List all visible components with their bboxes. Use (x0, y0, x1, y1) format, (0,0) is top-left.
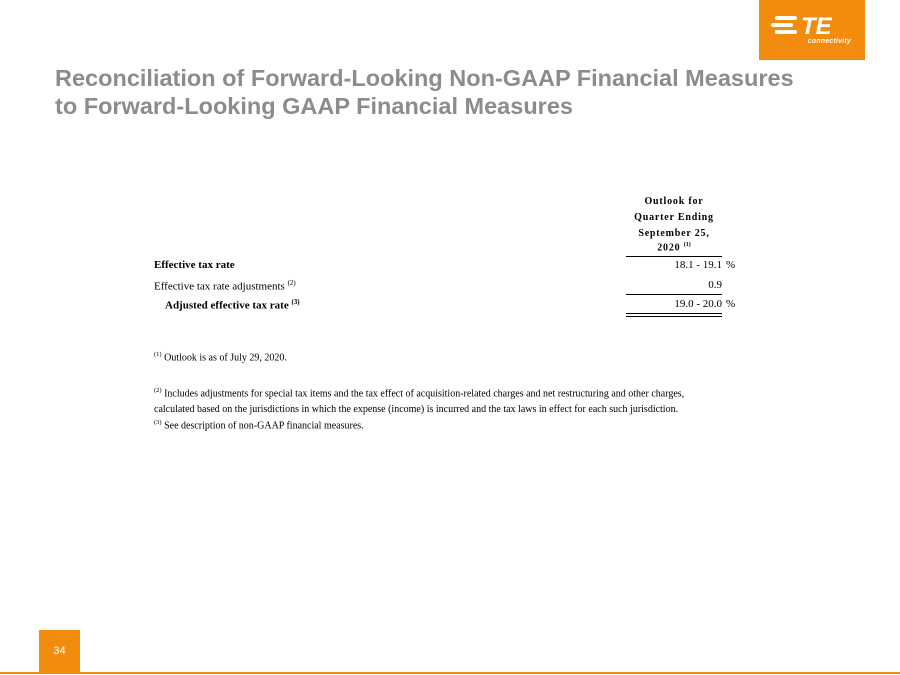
footnote-text: Outlook is as of July 29, 2020. (164, 352, 287, 364)
footnote-mark: (1) (154, 351, 162, 358)
column-header-line-3: September 25, (638, 228, 710, 239)
footnote-mark: (2) (154, 387, 162, 394)
total-double-rule-top (626, 313, 722, 314)
row-effective-tax-rate-label (154, 259, 235, 271)
row-adjusted-effective-tax-rate-label (165, 298, 300, 312)
column-header-line-1: Outlook for (644, 196, 704, 207)
row-adjusted-effective-tax-rate-unit: % (726, 298, 736, 310)
row-label-text: Effective tax rate adjustments (154, 280, 285, 293)
row-label-text: Effective tax rate (154, 259, 235, 271)
footer-rule (0, 672, 900, 674)
footnote-text: Includes adjustments for special tax items and the tax effect of acquisition-related charges and net restructuring and other charges, (164, 388, 685, 400)
row-tax-rate-adjustments-value: 0.9 (708, 279, 722, 291)
column-header-footnote: (1) (683, 242, 691, 248)
row-effective-tax-rate-value: 18.1 - 19.1 (674, 259, 722, 271)
footnote-3 (154, 415, 364, 434)
footnote-mark: (3) (154, 419, 162, 426)
title-line-1: Reconciliation of Forward-Looking Non-GAAP Financial Measures (55, 65, 794, 91)
row-tax-rate-adjustments-label (154, 279, 296, 293)
row-footnote-mark: (2) (287, 279, 296, 287)
footnote-2 (154, 383, 684, 418)
footnote-text: calculated based on the jurisdictions in which the expense (income) is incurred and the tax laws in effect for each such jurisdiction. (154, 404, 679, 416)
column-header-line-2: Quarter Ending (634, 212, 714, 223)
subtotal-rule (626, 294, 722, 295)
row-effective-tax-rate-unit: % (726, 259, 736, 271)
row-footnote-mark: (3) (291, 298, 300, 306)
row-adjusted-effective-tax-rate-value: 19.0 - 20.0 (674, 298, 722, 310)
total-double-rule-bottom (626, 316, 722, 317)
header-underline (626, 256, 722, 257)
footnote-1 (154, 347, 287, 366)
logo-tagline: connectivity (807, 38, 851, 45)
row-label-text: Adjusted effective tax rate (165, 299, 289, 312)
column-header-year: 2020 (657, 242, 681, 254)
svg-text:TE: TE (801, 13, 832, 38)
column-header-line-4 (626, 242, 722, 253)
title-line-2: to Forward-Looking GAAP Financial Measures (55, 93, 573, 119)
footnote-text: See description of non-GAAP financial measures. (164, 420, 364, 432)
page-number: 34 (39, 630, 80, 672)
